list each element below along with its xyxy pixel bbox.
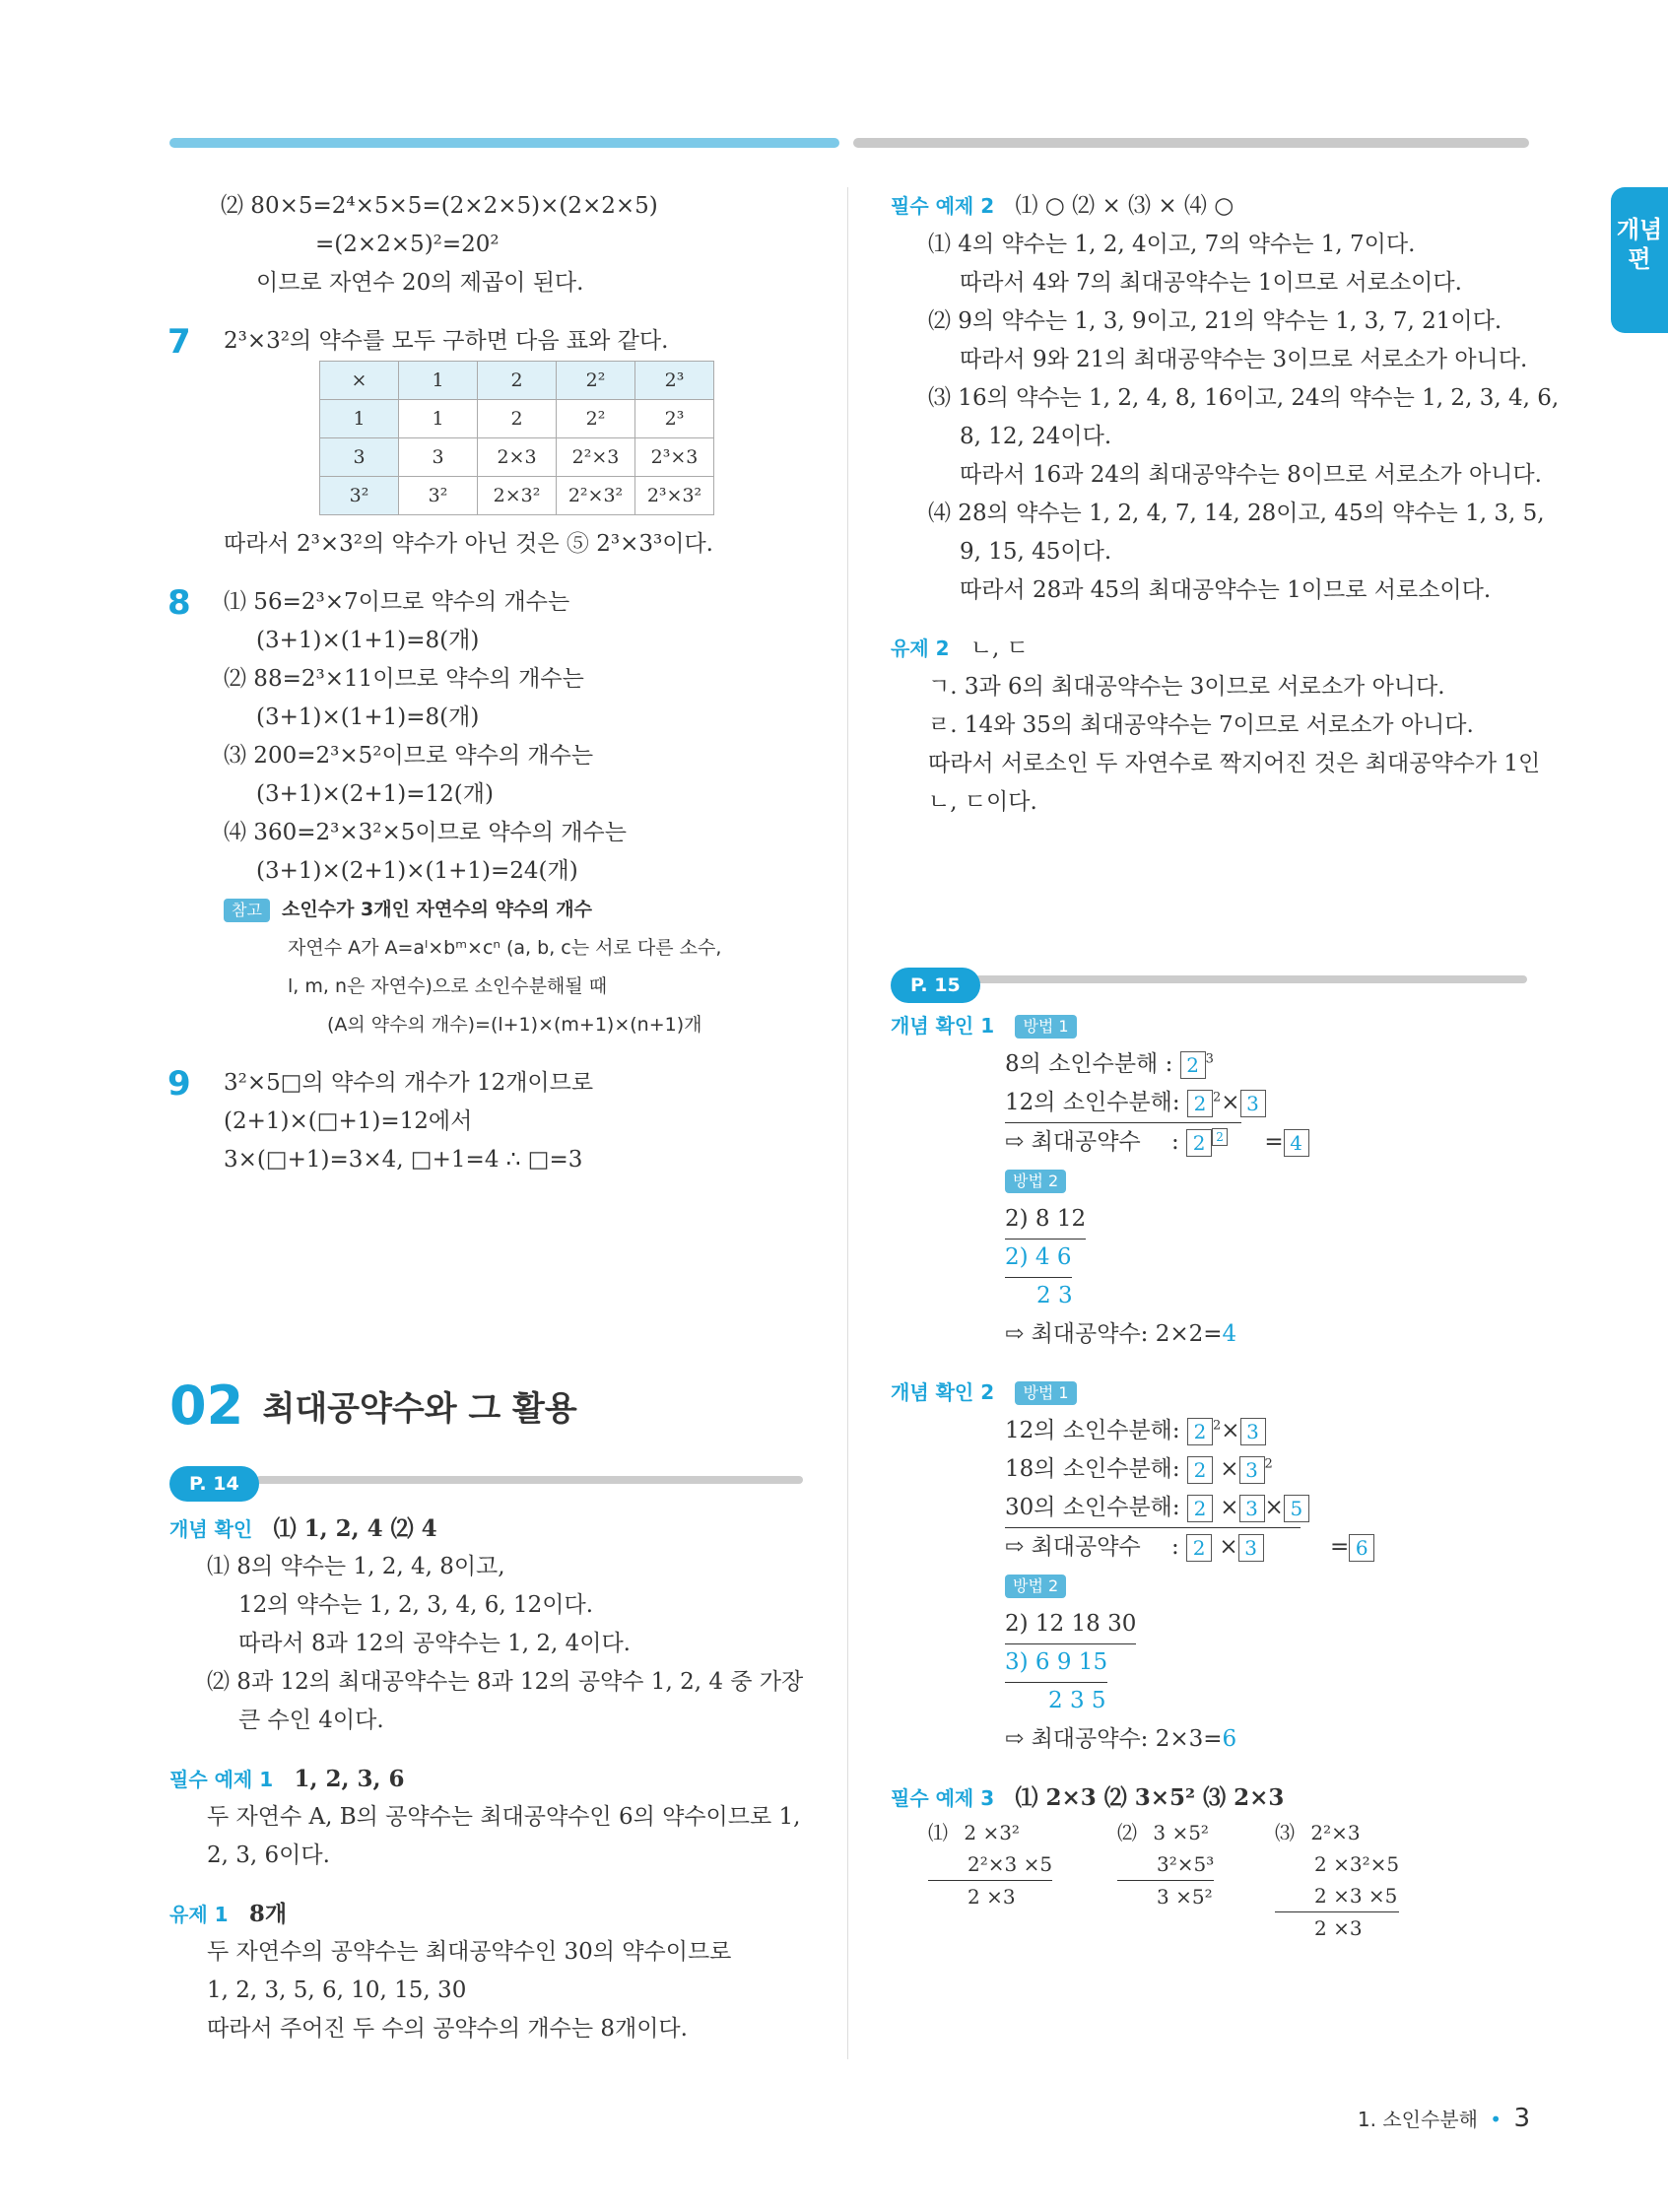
text-line: ㄴ, ㄷ이다. <box>928 789 1037 815</box>
note-badge: 참고 <box>224 899 270 922</box>
example2-answer: ⑴ ○ ⑵ × ⑶ × ⑷ ○ <box>1015 193 1234 219</box>
text-line: (3+1)×(1+1)=8(개) <box>256 704 480 730</box>
footer: 1. 소인수분해 • 3 <box>1357 2104 1530 2133</box>
text-line: 2, 3, 6이다. <box>207 1843 330 1868</box>
text-line: ⑵ 80×5=2⁴×5×5=(2×2×5)×(2×2×5) <box>221 193 658 219</box>
side-tab[interactable]: 개념편 <box>1611 187 1668 333</box>
concept-head <box>169 1509 810 1548</box>
concept1-label: 개념 확인 1 <box>891 1014 995 1038</box>
top-bar-right <box>853 138 1529 148</box>
text-line: ⑷ 360=2³×3²×5이므로 약수의 개수는 <box>224 820 627 845</box>
text-line: =(2×2×5)²=20² <box>315 232 500 257</box>
c2-row-b: 18의 소인수분해: 2 × 3 $^2$ <box>1005 1456 1273 1482</box>
text-line: 따라서 주어진 두 수의 공약수의 개수는 8개이다. <box>207 2016 688 2042</box>
text-line: 두 자연수의 공약수는 최대공약수인 30의 약수이므로 <box>207 1939 732 1965</box>
c2-row-a: 12의 소인수분해: 2 $^2$× 3 <box>891 1412 1531 1450</box>
c2-result <box>891 1720 1531 1759</box>
example1-label: 필수 예제 1 <box>169 1768 274 1791</box>
p14-block <box>169 1466 810 2048</box>
note-line: (A의 약수의 개수)=(l+1)×(m+1)×(n+1)개 <box>327 1014 702 1036</box>
answer-box: 2 <box>1187 1495 1213 1522</box>
div-line <box>891 1200 1531 1239</box>
yuje1-answer: 8개 <box>248 1901 288 1927</box>
text-line: ⑴ 56=2³×7이므로 약수의 개수는 <box>224 589 570 615</box>
ex3-col-2: ⑵ 3 ×5² 3²×5³ 3 ×5² <box>1117 1821 1215 1909</box>
method1-badge: 방법 1 <box>1015 1015 1076 1039</box>
concept-label: 개념 확인 <box>169 1517 253 1541</box>
text-line: ⑷ 28의 약수는 1, 2, 4, 7, 14, 28이고, 45의 약수는 1, 3, 5, <box>928 501 1545 526</box>
yuje1-head <box>169 1895 810 1933</box>
yuje2-answer: ㄴ, ㄷ <box>969 636 1029 661</box>
ex3-col-3: ⑶ 2²×3 2 ×3²×5 2 ×3 ×5 2 ×3 <box>1275 1821 1400 1940</box>
text-line: ㄱ. 3과 6의 최대공약수는 3이므로 서로소가 아니다. <box>928 674 1445 700</box>
example3-label: 필수 예제 3 <box>891 1786 995 1810</box>
text-line: (3+1)×(1+1)=8(개) <box>256 628 480 653</box>
answer-box: 3 <box>1239 1495 1265 1522</box>
answer-box: 5 <box>1284 1495 1309 1522</box>
text-line: 3×(□+1)=3×4, □+1=4 ∴ □=3 <box>224 1147 583 1173</box>
divisor-table: × 1 2 2² 2³ 1 1 2 2² 2³ 3 3 2×3 2²×3 2³×3 3² 3² 2×3² 2²×3² 2³×3² <box>319 361 714 515</box>
method2-badge: 방법 2 <box>1005 1170 1066 1193</box>
result-value: 6 <box>1222 1726 1237 1752</box>
text-line: 두 자연수 A, B의 공약수는 최대공약수인 6의 약수이므로 1, <box>207 1804 801 1830</box>
div-line <box>891 1239 1531 1277</box>
text-line: 따라서 16과 24의 최대공약수는 8이므로 서로소가 아니다. <box>960 462 1542 488</box>
right-column <box>891 187 1560 822</box>
text-line: (2+1)×(□+1)=12에서 <box>224 1108 473 1134</box>
page-number: 3 <box>1513 2104 1530 2133</box>
left-column <box>169 187 800 1179</box>
text-line: ⑵ 8과 12의 최대공약수는 8과 12의 공약수 1, 2, 4 중 가장 <box>207 1669 804 1695</box>
text-line: 3²×5□의 약수의 개수가 12개이므로 <box>224 1070 594 1096</box>
c1-row-gcd: ⇨ 최대공약수 : 2 $^2$ = 4 <box>891 1123 1531 1162</box>
example2-head <box>891 187 1531 226</box>
yuje2-label: 유제 2 <box>891 637 950 660</box>
row-label: ⇨ 최대공약수 <box>1005 1534 1141 1560</box>
method2-row <box>891 1567 1531 1605</box>
result-value: 4 <box>1222 1321 1237 1347</box>
c2-row-c: 30의 소인수분해: 2 × 3 × 5 <box>891 1489 1531 1527</box>
method1-badge: 방법 1 <box>1015 1381 1076 1405</box>
text-line: 9, 15, 45이다. <box>960 539 1112 565</box>
concept2-label: 개념 확인 2 <box>891 1380 995 1404</box>
problem-number: 7 <box>167 322 191 362</box>
concept2-head <box>891 1374 1531 1412</box>
div-line <box>891 1643 1531 1682</box>
text-line: ⑶ 16의 약수는 1, 2, 4, 8, 16이고, 24의 약수는 1, 2, 3, 4, 6, <box>928 385 1560 411</box>
answer-box: 2 <box>1180 1051 1206 1079</box>
answer-box: 4 <box>1284 1129 1309 1157</box>
division-step: 2) 12 18 30 <box>1005 1605 1136 1644</box>
text-line: ⑵ 9의 약수는 1, 3, 9이고, 21의 약수는 1, 3, 7, 21이다. <box>928 308 1502 334</box>
answer-box: 2 <box>1187 1456 1213 1484</box>
section-header <box>169 1374 577 1437</box>
text-line: 8, 12, 24이다. <box>960 424 1112 449</box>
p14-badge: P. 14 <box>169 1466 259 1502</box>
example2-label: 필수 예제 2 <box>891 194 995 218</box>
text-line: ⑶ 200=2³×5²이므로 약수의 개수는 <box>224 743 594 769</box>
div-line <box>891 1605 1531 1643</box>
row-label: 8의 소인수분해 <box>1005 1051 1159 1077</box>
example1-head <box>169 1760 810 1798</box>
answer-box: 2 <box>1187 1418 1213 1445</box>
row-label: 12의 소인수분해 <box>1005 1418 1172 1443</box>
division-step: 2) 4 6 <box>1005 1239 1072 1278</box>
answer-box: 2 <box>1187 1090 1213 1117</box>
result-label: ⇨ 최대공약수: 2×2= <box>1005 1321 1223 1347</box>
answer-box: 3 <box>1238 1534 1264 1562</box>
p15-badge: P. 15 <box>891 968 980 1003</box>
text-line: 따라서 28과 45의 최대공약수는 1이므로 서로소이다. <box>960 577 1492 603</box>
row-label: 12의 소인수분해 <box>1005 1090 1172 1115</box>
example3-work <box>891 1817 1531 1945</box>
text-line: ⑴ 4의 약수는 1, 2, 4이고, 7의 약수는 1, 7이다. <box>928 232 1416 257</box>
division-step: 3) 6 9 15 <box>1005 1643 1107 1683</box>
yuje2-head <box>891 630 1531 668</box>
concept-answer: ⑴ 1, 2, 4 ⑵ 4 <box>273 1515 437 1542</box>
answer-box: 3 <box>1240 1418 1266 1445</box>
result-label: ⇨ 최대공약수: 2×3= <box>1005 1726 1223 1752</box>
text-line: 따라서 4와 7의 최대공약수는 1이므로 서로소이다. <box>960 270 1462 296</box>
note-line: l, m, n은 자연수)으로 소인수분해될 때 <box>288 975 608 997</box>
note-title: 소인수가 3개인 자연수의 약수의 개수 <box>281 899 592 920</box>
row-label: 30의 소인수분해 <box>1005 1495 1172 1520</box>
text-line: 따라서 서로소인 두 자연수로 짝지어진 것은 최대공약수가 1인 <box>928 751 1541 776</box>
text-line: ⑴ 8의 약수는 1, 2, 4, 8이고, <box>207 1554 505 1579</box>
text-line: (3+1)×(2+1)=12(개) <box>256 781 494 807</box>
ex3-col-1: ⑴ 2 ×3² 2²×3 ×5 2 ×3 <box>928 1821 1053 1909</box>
c1-row-a: 8의 소인수분해 : 2 $^3$ <box>1005 1051 1214 1077</box>
example3-answer: ⑴ 2×3 ⑵ 3×5² ⑶ 2×3 <box>1015 1784 1285 1811</box>
yuje1-label: 유제 1 <box>169 1903 229 1926</box>
problem-number: 8 <box>167 583 191 623</box>
text-line: 12의 약수는 1, 2, 3, 4, 6, 12이다. <box>238 1592 594 1618</box>
answer-box: 3 <box>1240 1090 1266 1117</box>
text-line: (3+1)×(2+1)×(1+1)=24(개) <box>256 858 578 884</box>
section-title: 최대공약수와 그 활용 <box>262 1389 577 1429</box>
method2-row <box>891 1162 1531 1200</box>
text-line: 이므로 자연수 20의 제곱이 된다. <box>256 270 584 296</box>
row-label: 18의 소인수분해 <box>1005 1456 1172 1482</box>
top-bar-left <box>169 138 839 148</box>
answer-box: 6 <box>1349 1534 1374 1562</box>
answer-box: 2 <box>1186 1534 1212 1562</box>
method2-badge: 방법 2 <box>1005 1575 1066 1598</box>
note-line: 자연수 A가 A=aˡ×bᵐ×cⁿ (a, b, c는 서로 다른 소수, <box>288 937 722 959</box>
problem-number: 9 <box>167 1064 191 1104</box>
text-line: 따라서 8과 12의 공약수는 1, 2, 4이다. <box>238 1631 631 1656</box>
text-line: ⑵ 88=2³×11이므로 약수의 개수는 <box>224 666 584 692</box>
text-line: ㄹ. 14와 35의 최대공약수는 7이므로 서로소가 아니다. <box>928 712 1474 738</box>
concept1-head <box>891 1007 1531 1045</box>
text-line: 따라서 9와 21의 최대공약수는 3이므로 서로소가 아니다. <box>960 347 1528 372</box>
text-line: 큰 수인 4이다. <box>238 1708 384 1733</box>
c1-row-b: 12의 소인수분해: 2 $^2$× 3 <box>891 1084 1531 1122</box>
answer-box: 2 <box>1186 1129 1212 1157</box>
example1-answer: 1, 2, 3, 6 <box>294 1766 405 1792</box>
section-number: 02 <box>169 1374 244 1437</box>
text-line: 2³×3²의 약수를 모두 구하면 다음 표와 같다. <box>224 328 669 354</box>
division-step: 2) 8 12 <box>1005 1200 1086 1240</box>
div-line: 2 3 5 <box>1048 1688 1106 1713</box>
answer-box: 3 <box>1239 1456 1265 1484</box>
text-line: 1, 2, 3, 5, 6, 10, 15, 30 <box>207 1977 467 2003</box>
c1-result <box>891 1315 1531 1354</box>
div-line: 2 3 <box>1036 1283 1073 1308</box>
p15-block <box>891 968 1531 1945</box>
c2-row-gcd: ⇨ 최대공약수 : 2 × 3 = 6 <box>891 1528 1531 1567</box>
footer-chapter: 1. 소인수분해 <box>1357 2108 1478 2131</box>
example3-head <box>891 1778 1531 1817</box>
note-title-row <box>169 891 800 929</box>
text-line: 따라서 2³×3²의 약수가 아닌 것은 ⑤ 2³×3³이다. <box>224 531 713 557</box>
row-label: ⇨ 최대공약수 <box>1005 1129 1141 1155</box>
column-divider <box>847 187 848 2059</box>
